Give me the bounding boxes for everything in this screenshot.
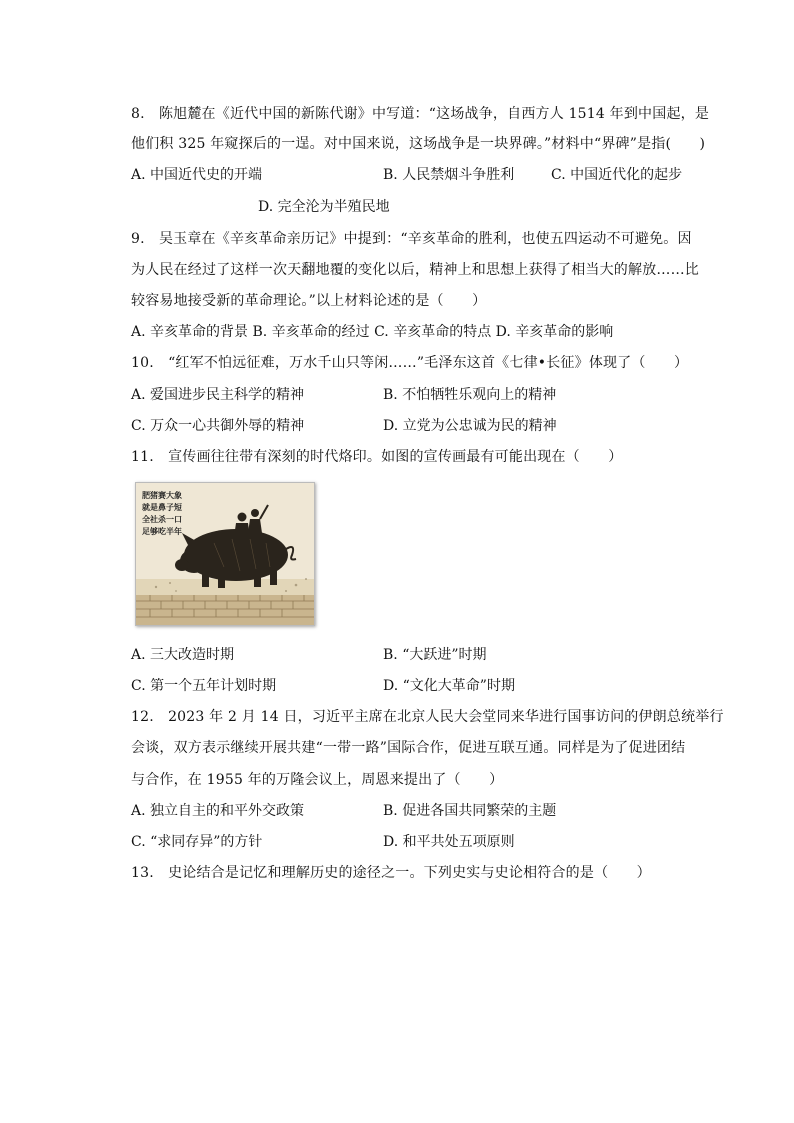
question-10-option-b[interactable]: B. 不怕牺牲乐观向上的精神	[383, 387, 557, 403]
question-8-option-d[interactable]: D. 完全沦为半殖民地	[258, 199, 390, 215]
question-11-line-1: 11. 宣传画往往带有深刻的时代烙印。如图的宣传画最有可能出现在（ ）	[131, 449, 623, 465]
poster-caption-line: 足够吃半年	[142, 527, 182, 536]
question-10-option-c[interactable]: C. 万众一心共御外辱的精神	[131, 418, 305, 434]
question-8-line-1: 8. 陈旭麓在《近代中国的新陈代谢》中写道：“这场战争，自西方人 1514 年到中国起，是	[131, 106, 710, 122]
question-11-option-c[interactable]: C. 第一个五年计划时期	[131, 678, 277, 694]
question-8-line-2: 他们积 325 年窥探后的一逞。对中国来说，这场战争是一块界碑。”材料中“界碑”是指( )	[131, 136, 706, 152]
question-12-line-3: 与合作，在 1955 年的万隆会议上，周恩来提出了（ ）	[131, 772, 504, 788]
question-8-option-c[interactable]: C. 中国近代化的起步	[551, 167, 683, 183]
question-9-options[interactable]: A. 辛亥革命的背景 B. 辛亥革命的经过 C. 辛亥革命的特点 D. 辛亥革命的影响	[131, 324, 614, 340]
question-11-option-d[interactable]: D. “文化大革命”时期	[383, 678, 515, 694]
question-9-line-3: 较容易地接受新的革命理论。”以上材料论述的是（ ）	[131, 293, 487, 309]
question-12-option-b[interactable]: B. 促进各国共同繁荣的主题	[383, 803, 557, 819]
question-10-option-d[interactable]: D. 立党为公忠诚为民的精神	[383, 418, 557, 434]
question-13-line-1: 13. 史论结合是记忆和理解历史的途径之一。下列史实与史论相符合的是（ ）	[131, 865, 651, 881]
poster-caption-line: 肥猪赛大象	[142, 491, 182, 500]
question-11-option-b[interactable]: B. “大跃进”时期	[383, 647, 487, 663]
question-10-line-1: 10. “红军不怕远征难，万水千山只等闲……”毛泽东这首《七律•长征》体现了（ ）	[131, 355, 689, 371]
question-9-line-2: 为人民在经过了这样一次天翻地覆的变化以后，精神上和思想上获得了相当大的解放……比	[131, 262, 699, 278]
question-12-option-d[interactable]: D. 和平共处五项原则	[383, 834, 515, 850]
question-12-option-a[interactable]: A. 独立自主的和平外交政策	[131, 803, 305, 819]
poster-caption	[142, 490, 212, 538]
question-8-option-a[interactable]: A. 中国近代史的开端	[131, 167, 263, 183]
poster-caption-line: 全社杀一口	[142, 515, 182, 524]
question-9-line-1: 9. 吴玉章在《辛亥革命亲历记》中提到：“辛亥革命的胜利，也使五四运动不可避免。因	[131, 231, 692, 247]
poster-caption-line: 就是鼻子短	[142, 503, 182, 512]
question-10-option-a[interactable]: A. 爱国进步民主科学的精神	[131, 387, 305, 403]
propaganda-poster-figure	[135, 482, 315, 626]
question-12-option-c[interactable]: C. “求同存异”的方针	[131, 834, 263, 850]
question-12-line-1: 12. 2023 年 2 月 14 日，习近平主席在北京人民大会堂同来华进行国事访问的伊朗总统举行	[131, 709, 724, 725]
question-11-option-a[interactable]: A. 三大改造时期	[131, 647, 235, 663]
question-12-line-2: 会谈，双方表示继续开展共建“一带一路”国际合作，促进互联互通。同样是为了促进团结	[131, 740, 686, 756]
question-8-option-b[interactable]: B. 人民禁烟斗争胜利	[383, 167, 515, 183]
